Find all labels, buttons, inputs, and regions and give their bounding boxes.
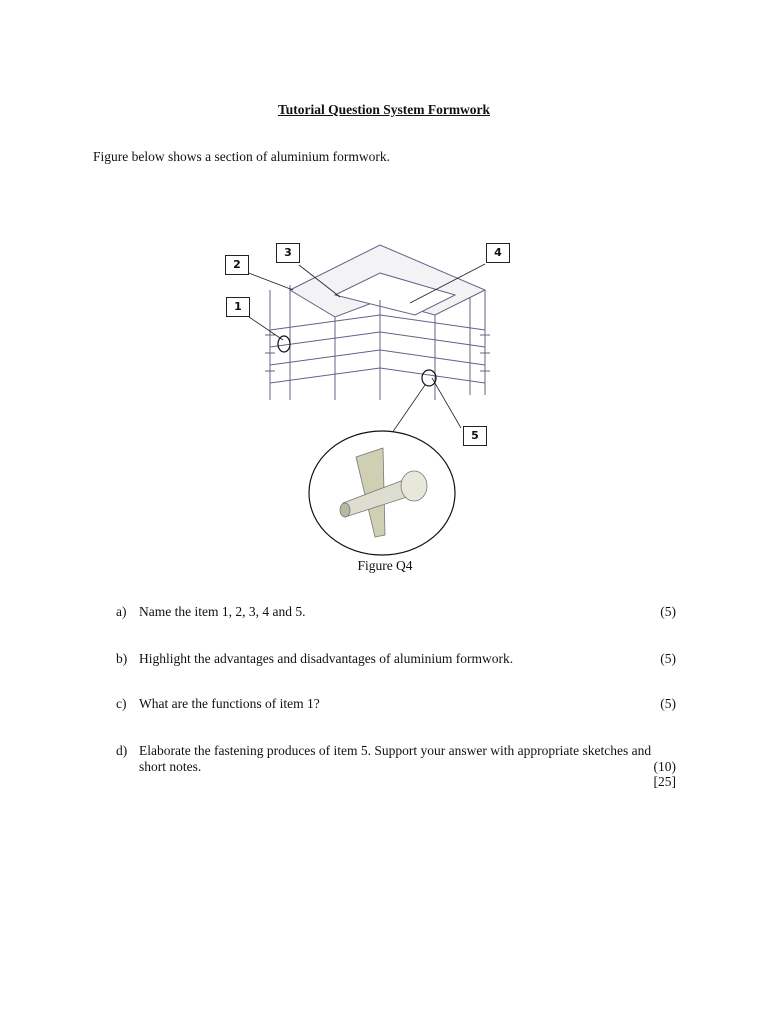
page-title: Tutorial Question System Formwork (277, 102, 491, 117)
figure-caption: Figure Q4 (357, 558, 413, 573)
total-marks: [25] (653, 774, 676, 789)
question-marks: (5) (660, 604, 676, 619)
question-d (116, 743, 676, 775)
formwork-figure (215, 235, 515, 575)
question-c (116, 696, 676, 712)
question-text: Name the item 1, 2, 3, 4 and 5. (139, 604, 306, 619)
callout-1: 1 (226, 297, 250, 317)
formwork-illustration (215, 235, 515, 565)
item-5-marker (422, 370, 436, 386)
question-letter: b) (116, 651, 128, 666)
question-letter: c) (116, 696, 127, 711)
question-letter: d) (116, 743, 128, 758)
callout-4: 4 (486, 243, 510, 263)
callout-3: 3 (276, 243, 300, 263)
item-1-marker (278, 336, 290, 352)
question-letter: a) (116, 604, 127, 619)
question-text: What are the functions of item 1? (139, 696, 320, 711)
question-text: Highlight the advantages and disadvantages of aluminium formwork. (139, 651, 514, 666)
question-marks: (5) (660, 651, 676, 666)
callout-5: 5 (463, 426, 487, 446)
question-marks: (5) (660, 696, 676, 711)
callout-2: 2 (225, 255, 249, 275)
question-a (116, 604, 676, 620)
intro-text: Figure below shows a section of aluminium formwork. (93, 149, 390, 164)
question-text-line1: Elaborate the fastening produces of item 5. Support your answer with appropriate sketches and (139, 743, 652, 758)
question-marks: (10) (653, 759, 676, 774)
question-b (116, 651, 676, 667)
question-text-line2: short notes. (139, 759, 202, 774)
